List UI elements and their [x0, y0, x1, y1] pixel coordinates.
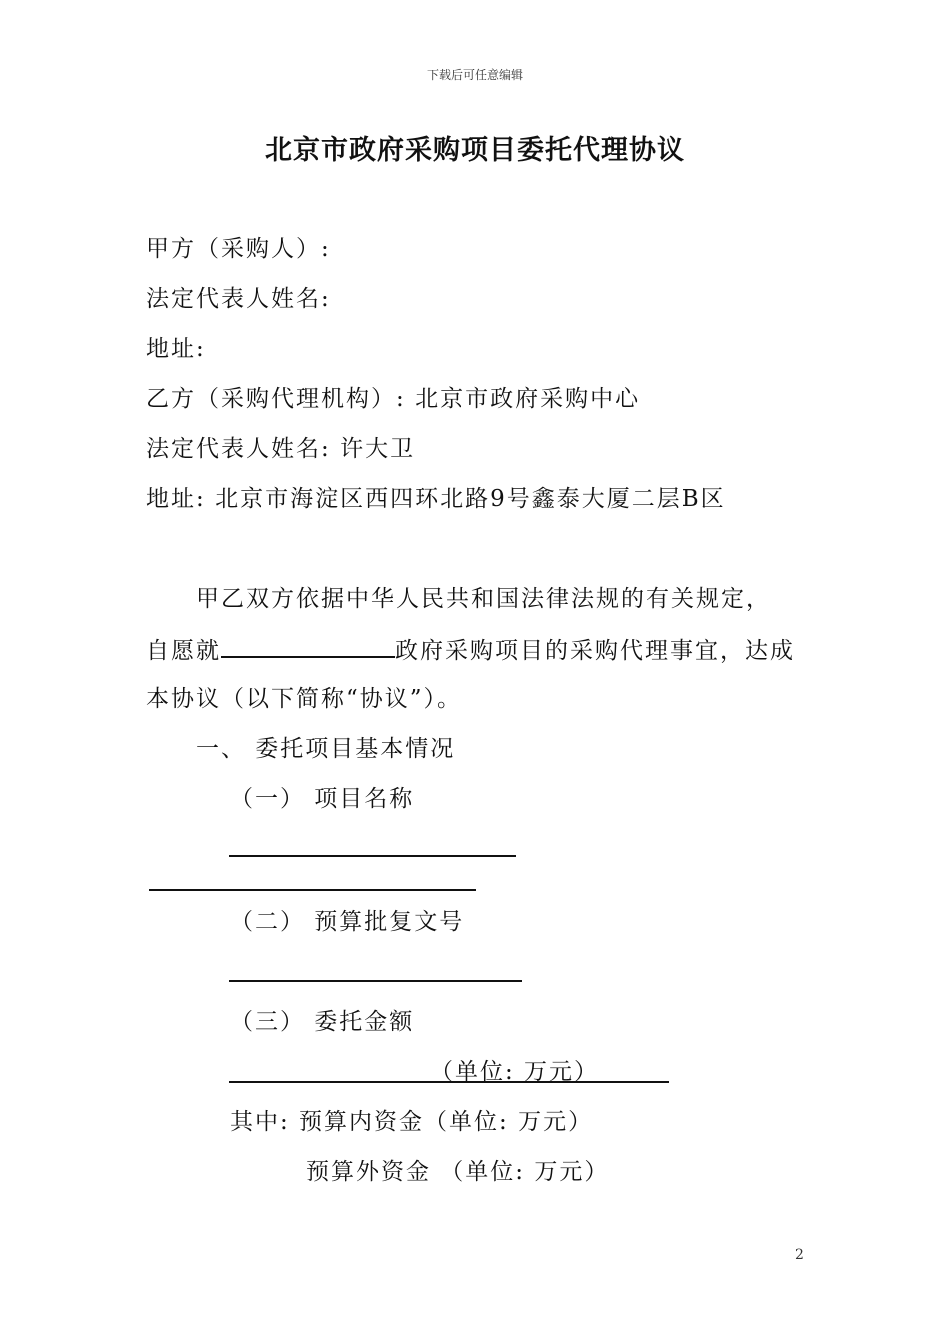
- party-b-address-line: [146, 484, 726, 514]
- document-title: 北京市政府采购项目委托代理协议: [265, 135, 685, 166]
- project-blank: [221, 634, 395, 658]
- within-budget-funds: 其中: 预算内资金（单位: 万元）: [230, 1109, 594, 1135]
- party-b-rep-label: 法定代表人姓名:: [146, 436, 331, 462]
- item1-project-name: （一） 项目名称: [230, 786, 415, 812]
- party-b-name: 北京市政府采购中心: [415, 386, 641, 412]
- preamble-line1: 甲乙双方依据中华人民共和国法律法规的有关规定，: [196, 586, 771, 612]
- preamble-line2-suffix: 政府采购项目的采购代理事宜，达成: [395, 638, 795, 664]
- item3-amount: （三） 委托金额: [230, 1009, 415, 1035]
- preamble-line2: [146, 634, 795, 666]
- party-b-rep-line: [146, 434, 415, 464]
- party-a-label: 甲方（采购人）:: [146, 236, 331, 262]
- party-b-line: [146, 384, 640, 414]
- amount-underline: [229, 1081, 669, 1083]
- header-note: 下载后可任意编辑: [426, 68, 523, 82]
- party-b-label: 乙方（采购代理机构）:: [146, 386, 406, 412]
- party-b-address-label: 地址:: [146, 486, 206, 512]
- budget-approval-underline: [229, 980, 522, 982]
- page-number: 2: [795, 1247, 804, 1263]
- preamble-line2-prefix: 自愿就: [146, 638, 221, 664]
- project-name-underline-1: [229, 855, 516, 857]
- outside-budget-funds: 预算外资金 （单位: 万元）: [306, 1159, 610, 1185]
- party-a-rep-label: 法定代表人姓名:: [146, 286, 331, 312]
- project-name-underline-2: [149, 889, 476, 891]
- amount-unit: （单位: 万元）: [430, 1059, 600, 1085]
- party-b-rep-name: 许大卫: [340, 436, 416, 462]
- party-a-address-label: 地址:: [146, 336, 206, 362]
- preamble-line3: 本协议（以下简称“协议”）。: [146, 686, 463, 712]
- item2-budget-approval: （二） 预算批复文号: [230, 909, 465, 935]
- section1-heading: 一、 委托项目基本情况: [196, 736, 456, 762]
- party-b-address: 北京市海淀区西四环北路9号鑫泰大厦二层B区: [215, 486, 726, 512]
